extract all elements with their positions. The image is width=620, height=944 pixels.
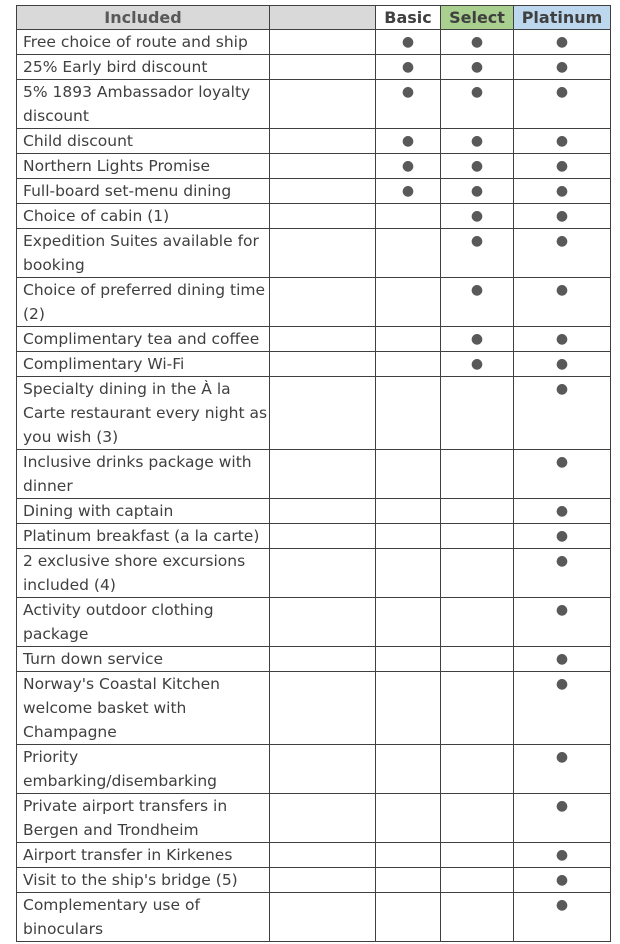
- blank-cell: [270, 647, 376, 672]
- platinum-mark: ●: [514, 229, 611, 278]
- select-mark: ●: [441, 327, 514, 352]
- basic-mark: [376, 745, 441, 794]
- basic-mark: [376, 499, 441, 524]
- feature-cell: Specialty dining in the À la Carte restaurant every night as you wish (3): [17, 377, 270, 450]
- table-body: [17, 30, 611, 942]
- table-row: [17, 179, 611, 204]
- basic-mark: [376, 598, 441, 647]
- basic-mark: [376, 868, 441, 893]
- blank-cell: [270, 745, 376, 794]
- blank-cell: [270, 843, 376, 868]
- blank-cell: [270, 549, 376, 598]
- select-mark: [441, 598, 514, 647]
- basic-mark: ●: [376, 179, 441, 204]
- blank-cell: [270, 598, 376, 647]
- header-basic: Basic: [376, 6, 441, 30]
- select-mark: ●: [441, 278, 514, 327]
- basic-mark: ●: [376, 80, 441, 129]
- select-mark: ●: [441, 80, 514, 129]
- platinum-mark: ●: [514, 129, 611, 154]
- table-row: [17, 278, 611, 327]
- select-mark: [441, 499, 514, 524]
- platinum-mark: ●: [514, 672, 611, 745]
- table-row: [17, 549, 611, 598]
- table-row: [17, 30, 611, 55]
- blank-cell: [270, 327, 376, 352]
- select-mark: [441, 868, 514, 893]
- feature-cell: Complementary use of binoculars: [17, 893, 270, 942]
- platinum-mark: ●: [514, 598, 611, 647]
- table-row: [17, 352, 611, 377]
- blank-cell: [270, 352, 376, 377]
- header-blank: [270, 6, 376, 30]
- feature-cell: Expedition Suites available for booking: [17, 229, 270, 278]
- header-select: Select: [441, 6, 514, 30]
- table-row: [17, 598, 611, 647]
- comparison-table: [16, 5, 611, 942]
- feature-cell: 5% 1893 Ambassador loyalty discount: [17, 80, 270, 129]
- feature-cell: Choice of preferred dining time (2): [17, 278, 270, 327]
- basic-mark: [376, 352, 441, 377]
- platinum-mark: ●: [514, 278, 611, 327]
- table-row: [17, 377, 611, 450]
- platinum-mark: ●: [514, 647, 611, 672]
- feature-cell: Airport transfer in Kirkenes: [17, 843, 270, 868]
- select-mark: [441, 450, 514, 499]
- blank-cell: [270, 55, 376, 80]
- feature-cell: Platinum breakfast (a la carte): [17, 524, 270, 549]
- basic-mark: [376, 794, 441, 843]
- basic-mark: [376, 278, 441, 327]
- table-row: [17, 55, 611, 80]
- platinum-mark: ●: [514, 745, 611, 794]
- platinum-mark: ●: [514, 204, 611, 229]
- basic-mark: [376, 893, 441, 942]
- feature-cell: 25% Early bird discount: [17, 55, 270, 80]
- basic-mark: [376, 843, 441, 868]
- basic-mark: [376, 647, 441, 672]
- feature-cell: Complimentary tea and coffee: [17, 327, 270, 352]
- blank-cell: [270, 377, 376, 450]
- blank-cell: [270, 179, 376, 204]
- basic-mark: [376, 377, 441, 450]
- blank-cell: [270, 450, 376, 499]
- platinum-mark: ●: [514, 843, 611, 868]
- feature-cell: Northern Lights Promise: [17, 154, 270, 179]
- feature-cell: 2 exclusive shore excursions included (4): [17, 549, 270, 598]
- basic-mark: [376, 204, 441, 229]
- header-row: [17, 6, 611, 30]
- select-mark: [441, 549, 514, 598]
- header-included: Included: [17, 6, 270, 30]
- table-row: [17, 524, 611, 549]
- feature-cell: Dining with captain: [17, 499, 270, 524]
- feature-cell: Choice of cabin (1): [17, 204, 270, 229]
- basic-mark: [376, 450, 441, 499]
- select-mark: ●: [441, 352, 514, 377]
- blank-cell: [270, 672, 376, 745]
- platinum-mark: ●: [514, 549, 611, 598]
- platinum-mark: ●: [514, 377, 611, 450]
- basic-mark: ●: [376, 129, 441, 154]
- basic-mark: [376, 327, 441, 352]
- feature-cell: Private airport transfers in Bergen and Trondheim: [17, 794, 270, 843]
- table-row: [17, 450, 611, 499]
- platinum-mark: ●: [514, 80, 611, 129]
- select-mark: ●: [441, 179, 514, 204]
- basic-mark: [376, 672, 441, 745]
- blank-cell: [270, 893, 376, 942]
- blank-cell: [270, 499, 376, 524]
- select-mark: ●: [441, 229, 514, 278]
- header-platinum: Platinum: [514, 6, 611, 30]
- select-mark: [441, 672, 514, 745]
- blank-cell: [270, 30, 376, 55]
- select-mark: [441, 893, 514, 942]
- table-row: [17, 80, 611, 129]
- basic-mark: [376, 229, 441, 278]
- platinum-mark: ●: [514, 893, 611, 942]
- table-row: [17, 868, 611, 893]
- basic-mark: ●: [376, 55, 441, 80]
- platinum-mark: ●: [514, 524, 611, 549]
- table-row: [17, 499, 611, 524]
- blank-cell: [270, 204, 376, 229]
- platinum-mark: ●: [514, 868, 611, 893]
- select-mark: [441, 843, 514, 868]
- platinum-mark: ●: [514, 450, 611, 499]
- blank-cell: [270, 278, 376, 327]
- table-row: [17, 794, 611, 843]
- table-row: [17, 154, 611, 179]
- table-row: [17, 327, 611, 352]
- feature-cell: Child discount: [17, 129, 270, 154]
- table-row: [17, 647, 611, 672]
- feature-cell: Visit to the ship's bridge (5): [17, 868, 270, 893]
- select-mark: [441, 377, 514, 450]
- select-mark: ●: [441, 55, 514, 80]
- platinum-mark: ●: [514, 154, 611, 179]
- blank-cell: [270, 154, 376, 179]
- platinum-mark: ●: [514, 327, 611, 352]
- table-row: [17, 745, 611, 794]
- platinum-mark: ●: [514, 179, 611, 204]
- feature-cell: Priority embarking/disembarking: [17, 745, 270, 794]
- basic-mark: [376, 524, 441, 549]
- blank-cell: [270, 129, 376, 154]
- basic-mark: [376, 549, 441, 598]
- feature-cell: Full-board set-menu dining: [17, 179, 270, 204]
- select-mark: [441, 745, 514, 794]
- platinum-mark: ●: [514, 352, 611, 377]
- table-row: [17, 843, 611, 868]
- select-mark: ●: [441, 154, 514, 179]
- table-row: [17, 129, 611, 154]
- select-mark: [441, 524, 514, 549]
- select-mark: ●: [441, 30, 514, 55]
- blank-cell: [270, 229, 376, 278]
- platinum-mark: ●: [514, 55, 611, 80]
- table-row: [17, 672, 611, 745]
- select-mark: [441, 794, 514, 843]
- table-row: [17, 229, 611, 278]
- select-mark: ●: [441, 204, 514, 229]
- table-row: [17, 204, 611, 229]
- blank-cell: [270, 794, 376, 843]
- select-mark: [441, 647, 514, 672]
- feature-cell: Norway's Coastal Kitchen welcome basket with Champagne: [17, 672, 270, 745]
- platinum-mark: ●: [514, 30, 611, 55]
- platinum-mark: ●: [514, 794, 611, 843]
- table-row: [17, 893, 611, 942]
- select-mark: ●: [441, 129, 514, 154]
- blank-cell: [270, 524, 376, 549]
- basic-mark: ●: [376, 154, 441, 179]
- blank-cell: [270, 868, 376, 893]
- platinum-mark: ●: [514, 499, 611, 524]
- basic-mark: ●: [376, 30, 441, 55]
- feature-cell: Complimentary Wi-Fi: [17, 352, 270, 377]
- feature-cell: Inclusive drinks package with dinner: [17, 450, 270, 499]
- feature-cell: Turn down service: [17, 647, 270, 672]
- feature-cell: Activity outdoor clothing package: [17, 598, 270, 647]
- feature-cell: Free choice of route and ship: [17, 30, 270, 55]
- blank-cell: [270, 80, 376, 129]
